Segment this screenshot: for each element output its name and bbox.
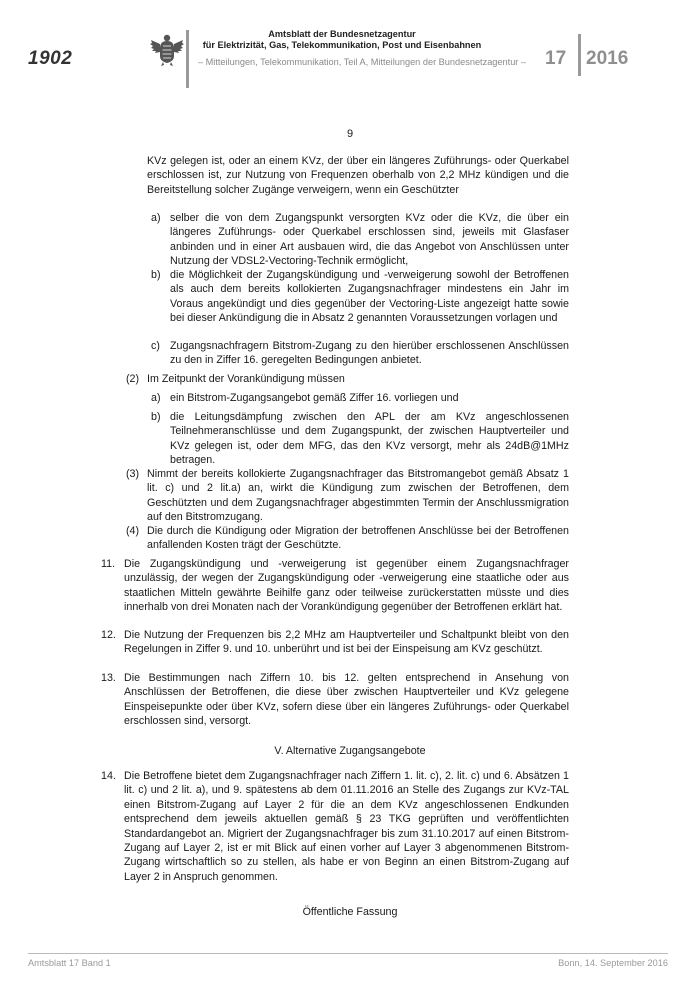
item-label: 14. [101,770,116,782]
list-item: Zugangsnachfragern Bitstrom-Zugang zu den hierüber erschlossenen Anschlüssen zu den in Ziffer 16. geregelten Bedingungen anbietet. [170,340,569,367]
issue-year: 2016 [586,48,629,69]
list-item: die Möglichkeit der Zugangskündigung und -verweigerung sowohl der Betroffenen als auch dem bereits kollokierten Zugangsnachfrager mindestens ein Jahr im Voraus angekündigt und dies gegenüber der Vectoring-Liste angezeigt hatte sowie bei dieser Ankündigung die in Absatz 2 genannten Voraussetzungen vorlagen und [170,269,569,325]
federal-eagle-icon [150,32,184,66]
public-version-label: Öffentliche Fassung [302,906,398,918]
numbered-item: Die Nutzung der Frequenzen bis 2,2 MHz am Hauptverteiler und Schaltpunkt bleibt von den Regelungen in Ziffer 9. und 10. unberührt und ist bei der Einspeisung am KVz geschützt. [124,629,569,656]
internal-page-number: 9 [346,128,354,140]
numbered-item: Die Zugangskündigung und -verweigerung ist gegenüber einem Zugangsnachfrager unzulässig, der wegen der Zugangskündigung oder -verweigerung eine staatliche oder aus staatlichen Mitteln gewährte Beihilfe ganz oder teilweise zurückerstatten müsste und dies innerhalb von drei Monaten nach der Vorankündigung gegenüber der Betroffenen erklärt hat. [124,558,569,614]
item-label: 11. [101,558,116,570]
list-item: die Leitungsdämpfung zwischen den APL der am KVz angeschlossenen Teilnehmeranschlüsse und dem Zugangspunkt, der zwischen Hauptverteiler und KVz gelegen ist, oder dem MFG, das den KVz versorgt, mehr als 24dB@1MHz betragen. [170,411,569,467]
publication-subtitle: – Mitteilungen, Telekommunikation, Teil A, Mitteilungen der Bundesnetzagentur – [197,57,527,67]
item-label: 13. [101,672,116,684]
list-label: b) [151,411,161,423]
header-divider [186,30,189,88]
section-heading: V. Alternative Zugangsangebote [274,745,426,757]
issue-divider [578,34,581,76]
paragraph: Nimmt der bereits kollokierte Zugangsnachfrager das Bitstromangebot gemäß Absatz 1 lit. c) und 2 lit.a) an, wirkt die Kündigung zum zwischen der Betroffenen, dem Geschützten und dem Zugangsnachfrager abgestimmten Termin der Anschlussmigration auf den Bitstromzugang. [147,468,569,524]
list-label: a) [151,392,161,404]
page-number: 1902 [28,48,73,69]
list-label: a) [151,212,161,224]
paragraph: Die durch die Kündigung oder Migration der betroffenen Anschlüsse bei der Betroffenen anfallenden Kosten trägt der Geschützte. [147,525,569,552]
numbered-item: Die Betroffene bietet dem Zugangsnachfrager nach Ziffern 1. lit. c), 2. lit. c) und 6. Absätzen 1 lit. c) und 2 lit. a), und 9. spätestens ab dem 01.11.2016 an Stelle des Zugangs zur KVz-TAL einen Bitstrom-Zugang auf Layer 2 für die an dem KVz angeschlossenen Endkunden entsprechend dem jeweils aktuellen gemäß § 23 TKG geprüften und veröffentlichten Standardangebot an. Migriert der Zugangsnachfrager bis zum 31.10.2017 auf einen Bitstrom-Zugang auf Layer 2, ist er mit Blick auf einen vorher auf Layer 3 abgenommenen Bitstrom-Zugang wirtschaftlich so zu stellen, als habe er von Beginn an einen Bitstrom-Zugang auf Layer 2 in Anspruch genommen. [124,770,569,883]
footer-divider [28,953,668,954]
footer-right: Bonn, 14. September 2016 [558,958,668,968]
list-label: c) [151,340,160,352]
list-item: selber die von dem Zugangspunkt versorgten KVz oder die KVz, die über ein längeres Zuführungs- oder Querkabel erschlossen sind, jeweils mit Glasfaser anbinden und in einer Art ausbauen wird, die das Angebot von Anschlüssen unter Nutzung der VDSL2-Vectoring-Technik ermöglicht, [170,212,569,268]
publication-title-line2: für Elektrizität, Gas, Telekommunikation, Post und Eisenbahnen [202,40,482,50]
numbered-item: Die Bestimmungen nach Ziffern 10. bis 12. gelten entsprechend in Ansehung von Anschlüssen der Betroffenen, die diese über zwischen Hauptverteiler und KVz gelegene Einspeisepunkte oder über KVz, sofern diese über ein längeres Zuführungs- oder Querkabel erschlossen sind, versorgt. [124,672,569,728]
list-label: b) [151,269,161,281]
issue-number: 17 [545,48,567,69]
paragraph-label: (3) [126,468,140,480]
footer-left: Amtsblatt 17 Band 1 [28,958,111,968]
list-item: ein Bitstrom-Zugangsangebot gemäß Ziffer 16. vorliegen und [170,392,459,404]
publication-title [192,29,492,51]
intro-paragraph: KVz gelegen ist, oder an einem KVz, der über ein längeres Zuführungs- oder Querkabel erschlossen ist, zur Nutzung von Frequenzen oberhalb von 2,2 MHz kündigen und die Bereitstellung solcher Zugänge verweigern, wenn ein Geschützter [147,155,569,196]
paragraph: Im Zeitpunkt der Vorankündigung müssen [147,373,345,385]
item-label: 12. [101,629,116,641]
paragraph-label: (2) [126,373,140,385]
publication-title-line1: Amtsblatt der Bundesnetzagentur [268,29,416,39]
paragraph-label: (4) [126,525,140,537]
